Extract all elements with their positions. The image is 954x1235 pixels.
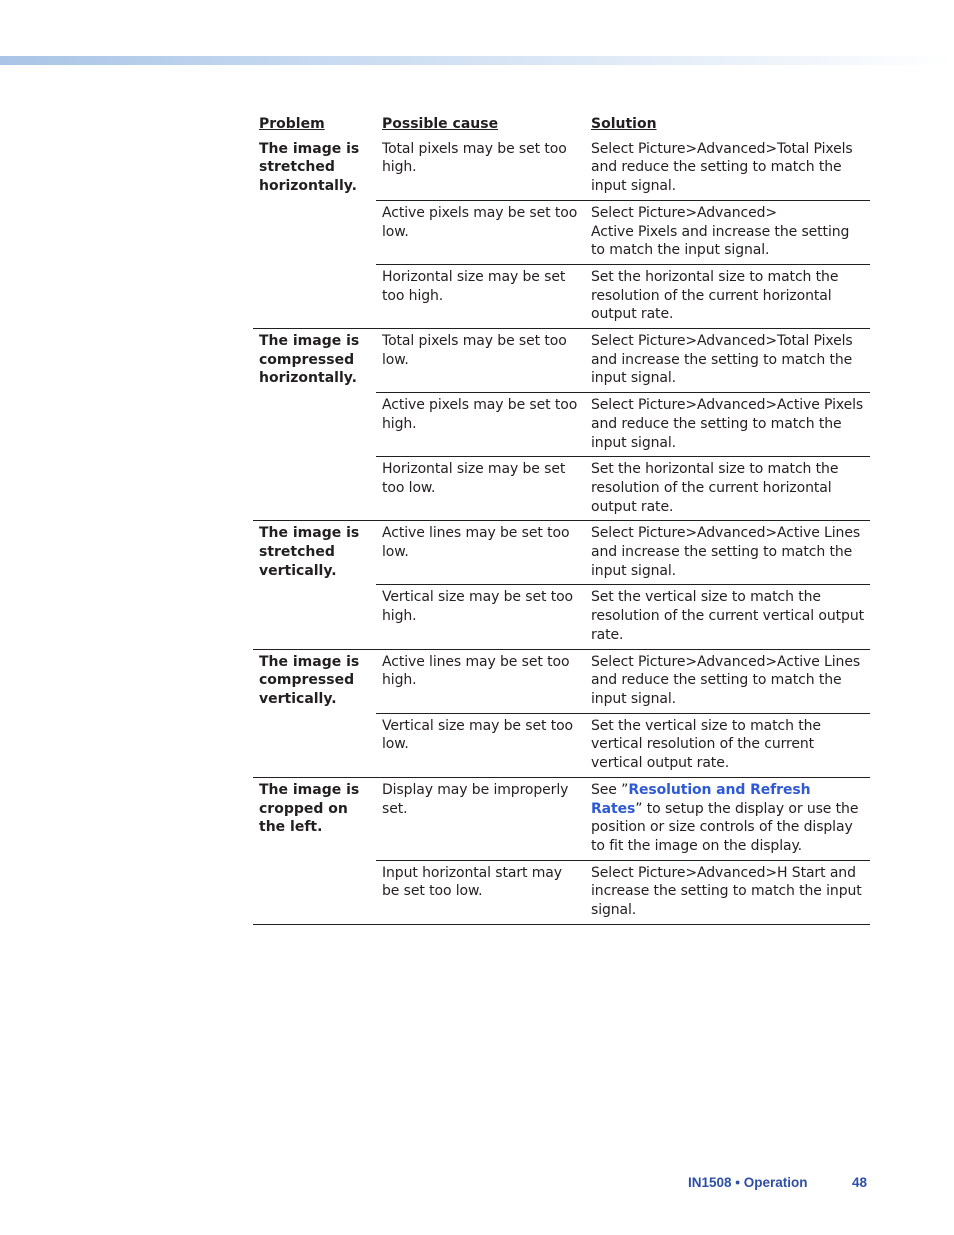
cause-cell: Horizontal size may be set too low. — [376, 457, 585, 521]
cause-cell: Vertical size may be set too low. — [376, 713, 585, 777]
troubleshooting-table — [253, 114, 870, 925]
solution-cell: Select Picture>Advanced>Total Pixels and reduce the setting to match the input signal. — [591, 140, 853, 195]
cause-cell: Active lines may be set too high. — [376, 649, 585, 713]
problem-cell: The image is stretched vertically. — [253, 521, 376, 649]
table-row — [253, 137, 870, 201]
table-row — [253, 649, 870, 713]
solution-cell: Select Picture>Advanced>H Start and increase the setting to match the input signal. — [585, 860, 870, 924]
solution-cell: Select Picture>Advanced>Total Pixels and increase the setting to match the input signal. — [585, 329, 870, 393]
solution-cell: Select Picture>Advanced>Active Pixels and reduce the setting to match the input signal. — [585, 393, 870, 457]
solution-line: Active Pixels and increase the setting to match the input signal. — [591, 223, 850, 259]
header-gradient-bar — [0, 56, 954, 65]
solution-text: See ” — [591, 781, 629, 798]
solution-cell: Set the vertical size to match the vertical resolution of the current vertical output rate. — [585, 713, 870, 777]
footer-label: IN1508 • Operation — [688, 1175, 808, 1190]
cause-cell: Active pixels may be set too low. — [376, 200, 585, 264]
solution-cell: Select Picture>Advanced>Active Lines and reduce the setting to match the input signal. — [585, 649, 870, 713]
table-header-row — [253, 114, 870, 137]
cause-cell: Total pixels may be set too high. — [382, 140, 567, 176]
solution-cell: Set the horizontal size to match the resolution of the current horizontal output rate. — [585, 457, 870, 521]
troubleshooting-table-container — [253, 114, 870, 925]
cause-cell: Input horizontal start may be set too low. — [376, 860, 585, 924]
solution-text: ” to setup the display or use the position or size controls of the display to fit the image on the display. — [591, 800, 859, 854]
solution-cell: Set the vertical size to match the resolution of the current vertical output rate. — [585, 585, 870, 649]
cause-cell: Horizontal size may be set too high. — [376, 264, 585, 328]
table-row — [253, 521, 870, 585]
resolution-refresh-rates-link[interactable]: Resolution and Refresh Rates — [591, 781, 811, 817]
header-problem: Problem — [259, 116, 325, 132]
header-solution: Solution — [591, 116, 657, 132]
header-possible-cause: Possible cause — [382, 116, 499, 132]
solution-cell: Select Picture>Advanced>Active Lines and increase the setting to match the input signal. — [585, 521, 870, 585]
cause-cell: Total pixels may be set too low. — [376, 329, 585, 393]
solution-cell — [585, 777, 870, 860]
table-row — [253, 777, 870, 860]
cause-cell: Vertical size may be set too high. — [376, 585, 585, 649]
solution-cell: Set the horizontal size to match the resolution of the current horizontal output rate. — [585, 264, 870, 328]
cause-cell: Active pixels may be set too high. — [376, 393, 585, 457]
solution-line: Select Picture>Advanced> — [591, 204, 777, 221]
problem-cell: The image is compressed horizontally. — [253, 329, 376, 521]
table-row — [253, 329, 870, 393]
solution-cell — [585, 200, 870, 264]
problem-cell: The image is stretched horizontally. — [259, 140, 360, 195]
problem-cell: The image is compressed vertically. — [253, 649, 376, 777]
cause-cell: Active lines may be set too low. — [376, 521, 585, 585]
cause-cell: Display may be improperly set. — [376, 777, 585, 860]
problem-cell: The image is cropped on the left. — [253, 777, 376, 924]
page-number: 48 — [852, 1175, 868, 1190]
